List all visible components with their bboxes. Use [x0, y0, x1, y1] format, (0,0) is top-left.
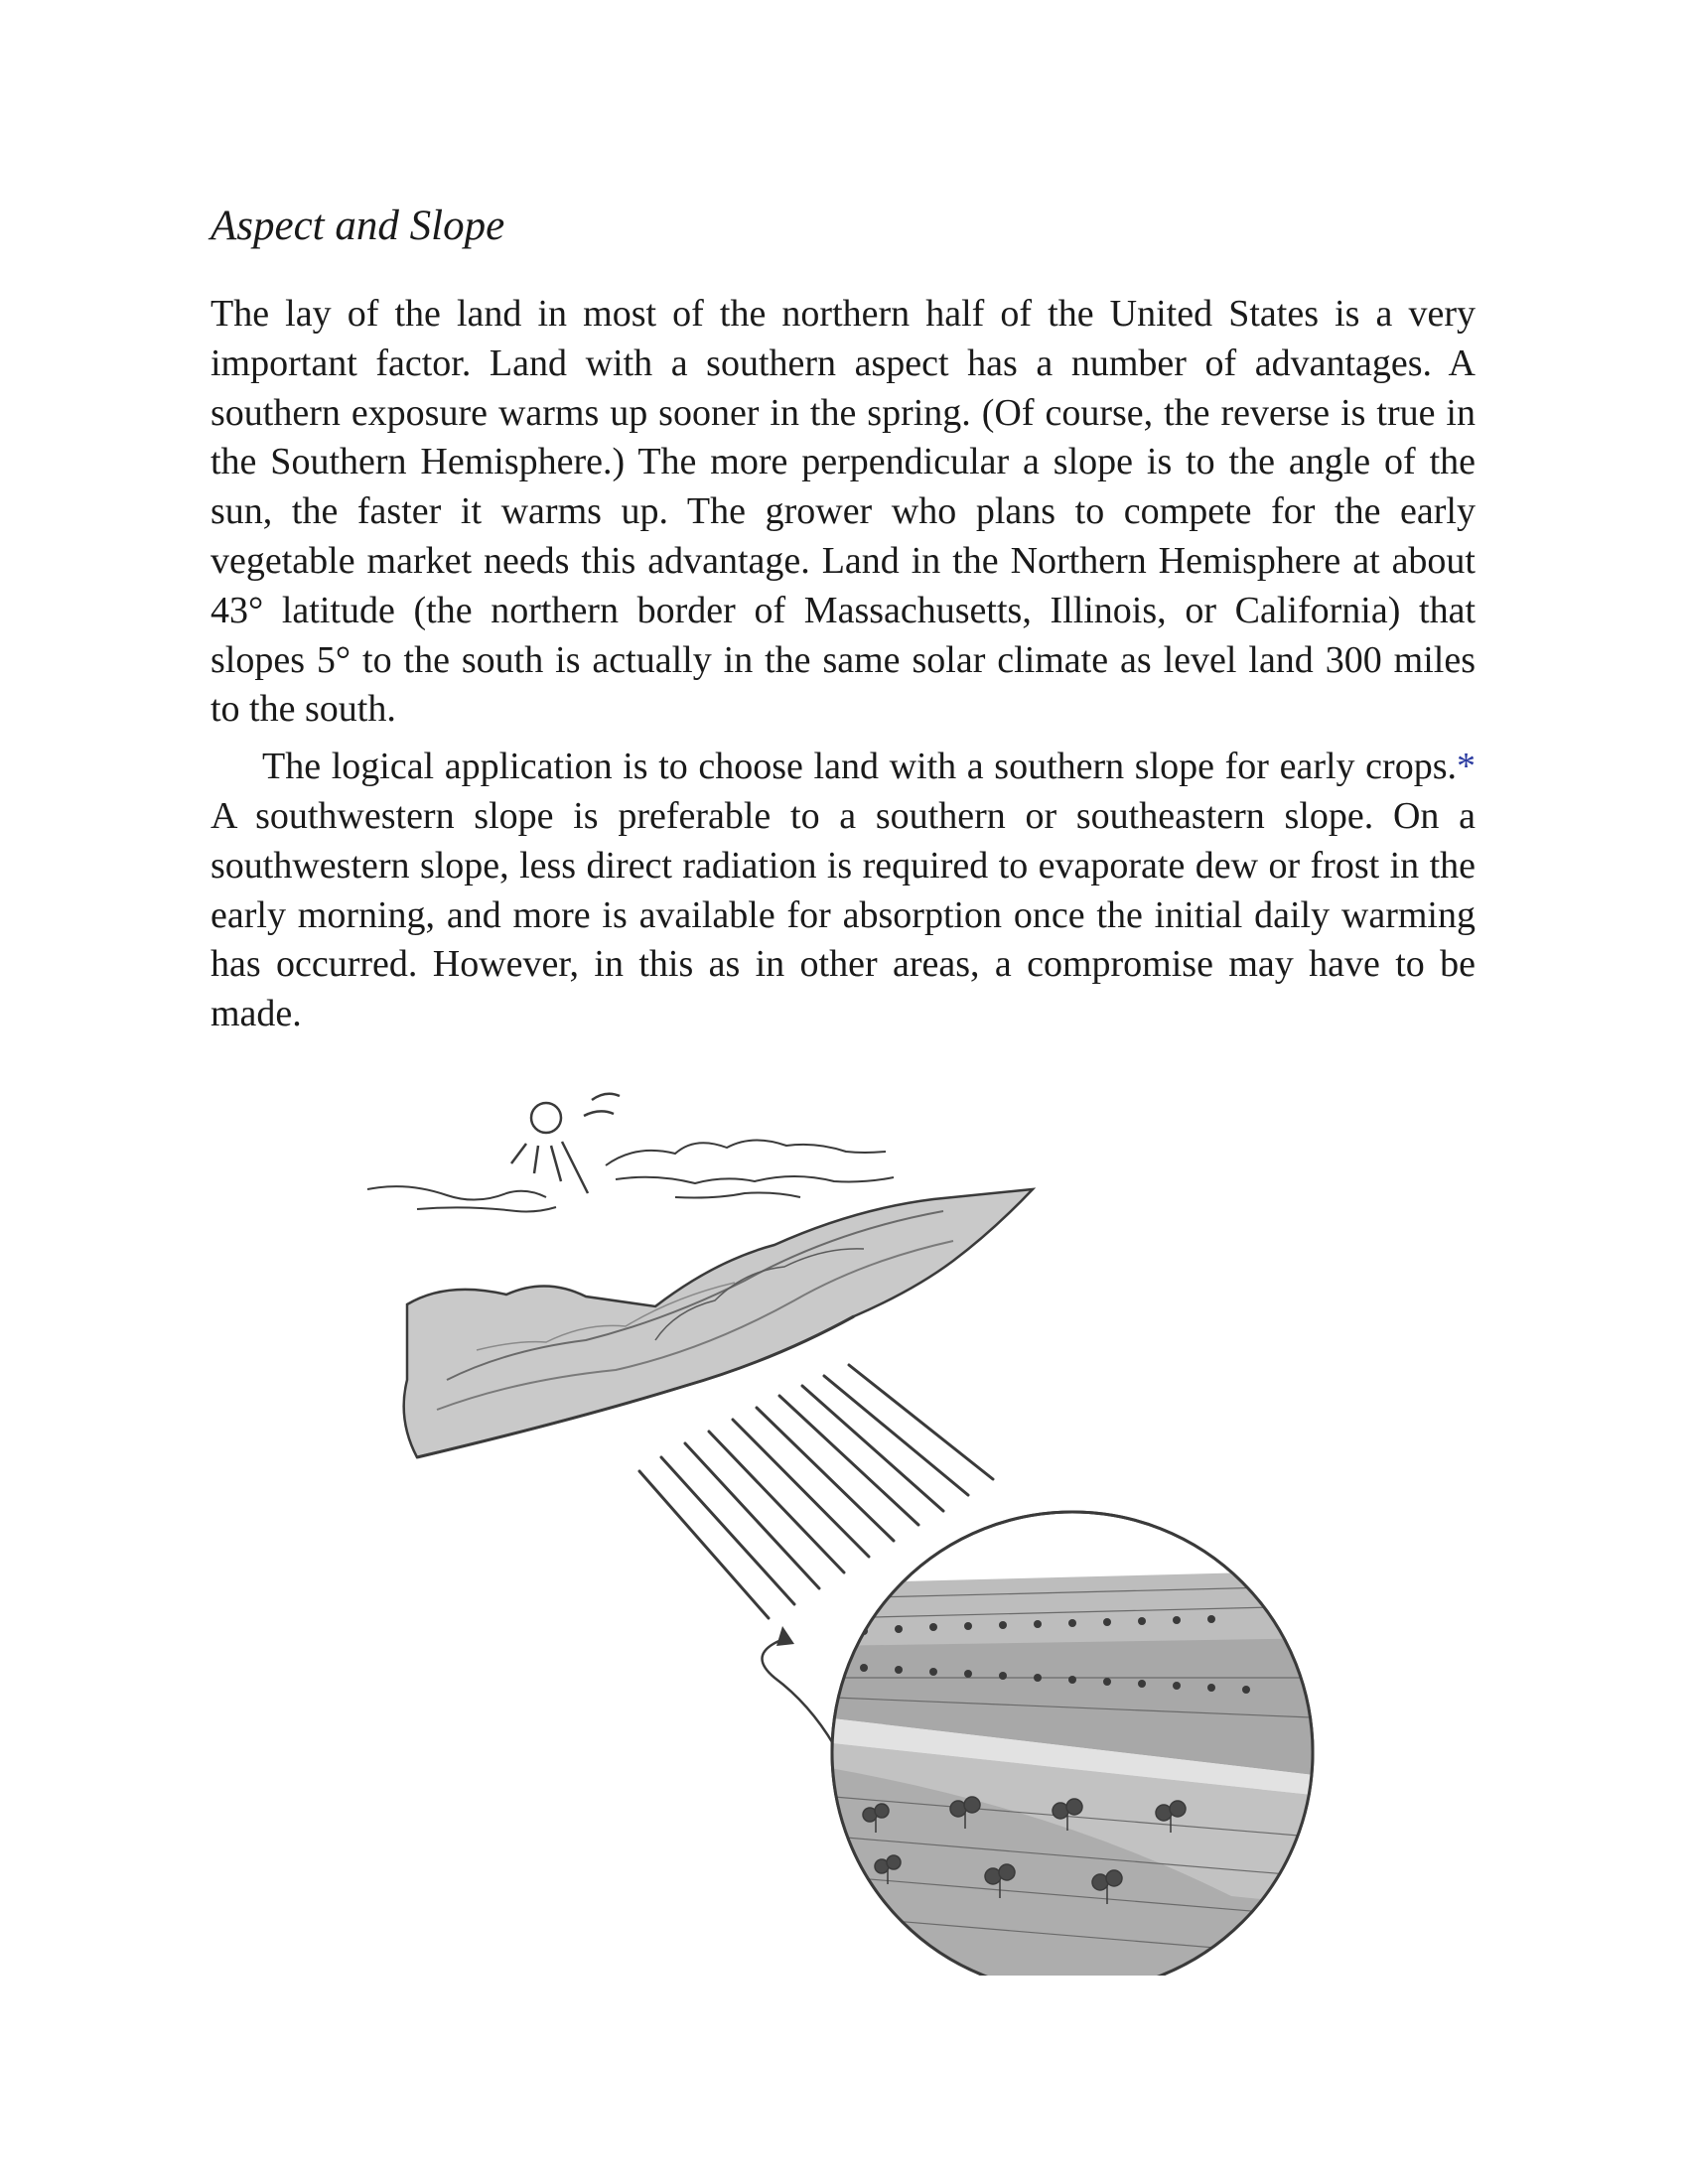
arrowhead-icon — [776, 1626, 794, 1646]
hillside — [404, 1189, 1033, 1457]
cloud-icon — [367, 1140, 894, 1211]
paragraph-2-text-before: The logical application is to choose land with a southern slope for early crops. — [262, 746, 1457, 788]
section-heading: Aspect and Slope — [211, 203, 505, 249]
slope-illustration — [357, 1082, 1331, 1976]
body-text — [211, 290, 1476, 1039]
footnote-marker[interactable]: * — [1457, 746, 1476, 788]
paragraph-2-text-after: A southwestern slope is preferable to a southern or southeastern slope. On a southwestern slope, less direct radiation is required to evaporate dew or frost in the early morning, and more is available for absorption once the initial daily warming has occurred. However, in this as in other areas, a compromise may have to be made. — [211, 794, 1476, 1035]
paragraph-1: The lay of the land in most of the northern half of the United States is a very important factor. Land with a southern aspect has a number of advantages. A southern exposure warms up sooner in the spring. (Of course, the reverse is true in the Southern Hemisphere.) The more perpendicular a slope is to the angle of the sun, the faster it warms up. The grower who plans to compete for the early vegetable market needs this advantage. Land in the Northern Hemisphere at about 43° latitude (the northern border of Massachusetts, Illinois, or California) that slopes 5° to the south is actually in the same solar climate as level land 300 miles to the south. — [211, 293, 1476, 731]
magnified-field-view — [824, 1512, 1331, 1976]
sun-icon — [511, 1094, 620, 1193]
arrow-icon — [763, 1638, 835, 1745]
paragraph-2 — [211, 743, 1476, 1039]
